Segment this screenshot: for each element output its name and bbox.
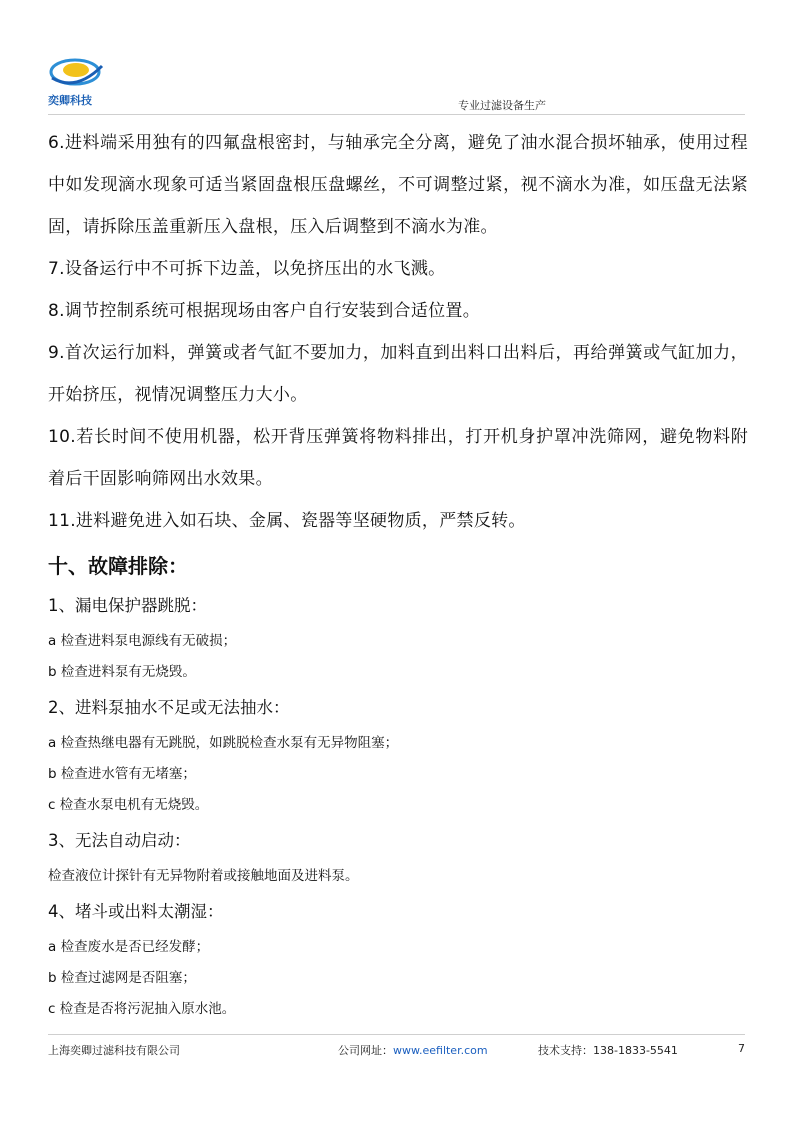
footer-divider <box>48 1034 745 1035</box>
fault-4-title: 4、堵斗或出料太潮湿： <box>48 902 224 921</box>
instruction-9: 9.首次运行加料，弹簧或者气缸不要加力，加料直到出料口出料后，再给弹簧或气缸加力，开始挤压，视情况调整压力大小。 <box>48 343 748 405</box>
header-divider <box>48 114 745 115</box>
footer-website-label: 公司网址： <box>338 1044 393 1057</box>
company-logo <box>46 52 108 108</box>
page-footer <box>48 1042 745 1058</box>
fault-4-item-b: b 检查过滤网是否阻塞； <box>48 970 196 986</box>
fault-4-item-a: a 检查废水是否已经发酵； <box>48 939 210 955</box>
fault-2-item-a: a 检查热继电器有无跳脱，如跳脱检查水泵有无异物阻塞； <box>48 735 399 751</box>
fault-2-title: 2、进料泵抽水不足或无法抽水： <box>48 698 290 717</box>
footer-company: 上海奕卿过滤科技有限公司 <box>48 1044 180 1057</box>
fault-1-item-b: b 检查进料泵有无烧毁。 <box>48 664 196 680</box>
fault-1-title: 1、漏电保护器跳脱： <box>48 596 207 615</box>
page-number: 7 <box>738 1042 745 1055</box>
fault-2-item-c: c 检查水泵电机有无烧毁。 <box>48 797 209 813</box>
fault-1-item-a: a 检查进料泵电源线有无破损； <box>48 633 237 649</box>
instruction-7: 7.设备运行中不可拆下边盖，以免挤压出的水飞溅。 <box>48 259 446 279</box>
document-body <box>48 122 748 1025</box>
instruction-8: 8.调节控制系统可根据现场由客户自行安装到合适位置。 <box>48 301 481 321</box>
instruction-11: 11.进料避免进入如石块、金属、瓷器等坚硬物质，严禁反转。 <box>48 511 526 531</box>
header-tagline: 专业过滤设备生产 <box>458 99 546 112</box>
website-link[interactable]: www.eefilter.com <box>393 1044 488 1057</box>
instruction-6: 6.进料端采用独有的四氟盘根密封，与轴承完全分离，避免了油水混合损坏轴承，使用过程中如发现滴水现象可适当紧固盘根压盘螺丝，不可调整过紧，视不滴水为准，如压盘无法紧固，请拆除压盖重新压入盘根，压入后调整到不滴水为准。 <box>48 133 748 237</box>
fault-4-item-c: c 检查是否将污泥抽入原水池。 <box>48 1001 236 1017</box>
svg-text:奕卿科技: 奕卿科技 <box>48 94 92 107</box>
fault-2-item-b: b 检查进水管有无堵塞； <box>48 766 196 782</box>
instruction-10: 10.若长时间不使用机器，松开背压弹簧将物料排出，打开机身护罩冲洗筛网，避免物料附着后干固影响筛网出水效果。 <box>48 427 748 489</box>
section-heading-troubleshooting: 十、故障排除： <box>48 554 188 578</box>
footer-website <box>338 1042 488 1058</box>
fault-3-item: 检查液位计探针有无异物附着或接触地面及进料泵。 <box>48 868 359 884</box>
fault-3-title: 3、无法自动启动： <box>48 831 191 850</box>
footer-support: 技术支持：138-1833-5541 <box>538 1044 678 1057</box>
